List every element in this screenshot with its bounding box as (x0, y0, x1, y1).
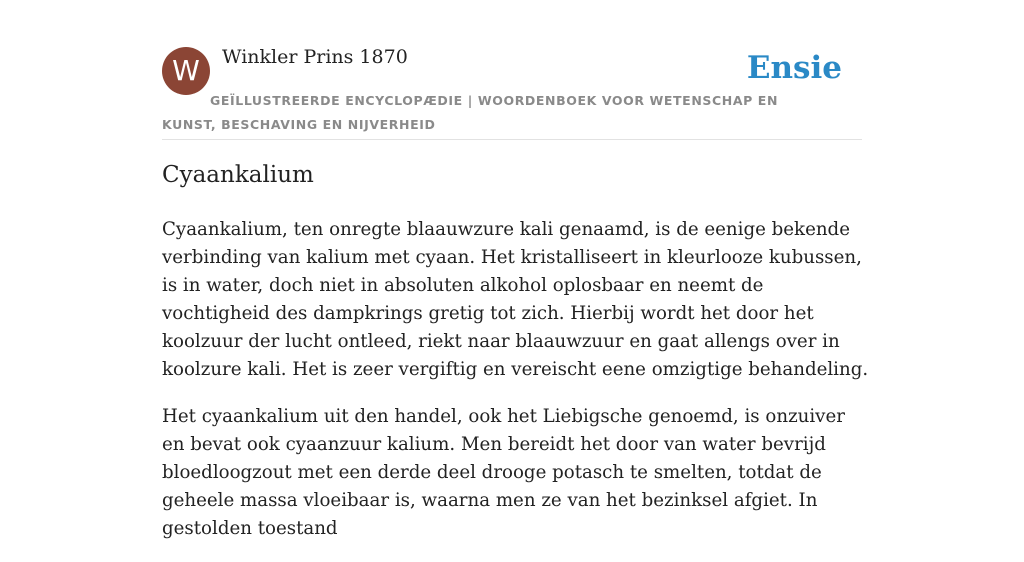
source-title[interactable]: Winkler Prins 1870 (222, 46, 408, 68)
source-subtitle: GEÏLLUSTREERDE ENCYCLOPÆDIE | WOORDENBOEK VOOR WETENSCHAP EN KUNST, BESCHAVING EN NIJVERHEID (162, 93, 779, 132)
article-paragraph: Cyaankalium, ten onregte blaauwzure kali genaamd, is de eenige bekende verbinding van kalium met cyaan. Het kristalliseert in kleurlooze kubussen, is in water, doch niet in absoluten alkohol oplosbaar en neemt de vochtigheid des dampkrings gretig tot zich. Hierbij wordt het door het koolzuur der lucht ontleed, riekt naar blaauwzuur en gaat allengs over in koolzure kali. Het is zeer vergiftig en vereischt eene omzigtige behandeling. (162, 219, 869, 380)
source-avatar[interactable]: W (162, 47, 210, 95)
header (162, 0, 862, 140)
article-body (162, 216, 872, 562)
page (162, 0, 869, 539)
brand-logo-link[interactable]: Ensie (746, 50, 842, 86)
article-paragraph: Het cyaankalium uit den handel, ook het Liebigsche genoemd, is onzuiver en bevat ook cyaanzuur kalium. Men bereidt het door van water bevrijd bloedloogzout met een derde deel drooge potasch te smelten, totdat de geheele massa vloeibaar is, waarna men ze van het bezinksel afgiet. In gestolden toestand (162, 406, 845, 539)
article-title: Cyaankalium (162, 162, 314, 188)
